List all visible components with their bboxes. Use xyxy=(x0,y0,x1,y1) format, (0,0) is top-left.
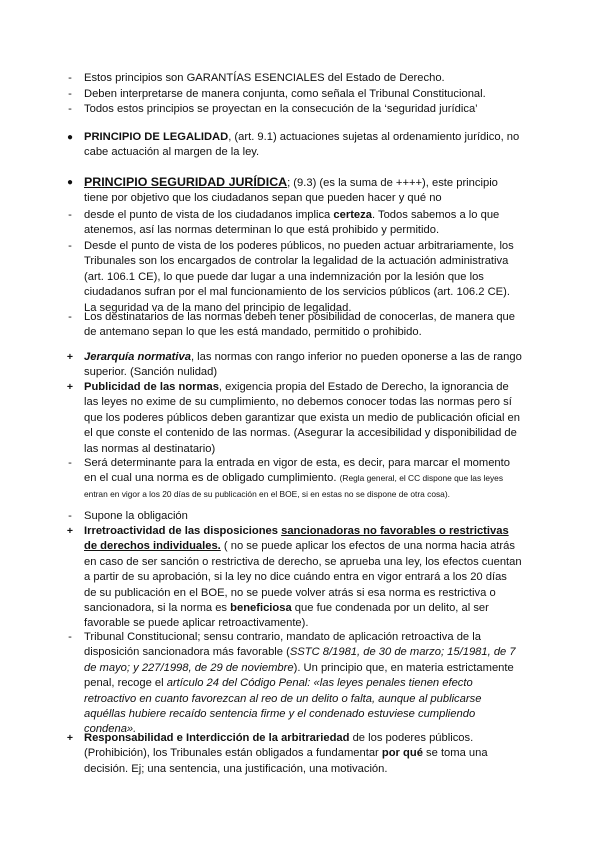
publicidad-detail-1 xyxy=(68,456,522,502)
dash-marker: - xyxy=(68,72,72,84)
seguridad-d2: Desde el punto de vista de los poderes públicos, no pueden actuar arbitrariamente, los Tribunales son los encargados de controlar la legalidad de la actuación administrativa (art. 106.1 CE), lo que puede dar lugar a una indemnización por la lesión que los ciudadanos sufran por el mal funcionamiento de los servicios públicos (art. 106.2 CE). La seguridad va de la mano del principio de legalidad. xyxy=(84,240,514,314)
seguridad-detail-3 xyxy=(68,310,522,341)
dash-marker: - xyxy=(68,209,72,221)
irretro-detail-1 xyxy=(68,630,522,738)
plus-marker: + xyxy=(66,525,74,537)
seguridad-d1-c: . Todos sabemos a lo que atenemos, así las normas determinan lo que está prohibido y permitido. xyxy=(84,209,500,237)
seguridad-d1-a: desde el punto de vista de los ciudadanos implica xyxy=(84,209,334,221)
irretro-d1-a: Tribunal Constitucional; sensu contrario, mandato de aplicación retroactiva de la disposición sancionadora más favorable ( xyxy=(84,631,481,659)
bullet-icon: ● xyxy=(66,132,74,143)
intro-item-3 xyxy=(68,102,522,117)
plus-marker: + xyxy=(66,732,74,744)
jerarquia-item xyxy=(66,350,522,381)
irretro-item xyxy=(66,524,522,632)
plus-marker: + xyxy=(66,351,74,363)
irretro-d1-d: artículo 24 del Código Penal xyxy=(166,677,308,690)
seguridad-detail-2 xyxy=(68,239,522,316)
dash-marker: - xyxy=(68,103,72,115)
irretro-title-underlined: sancionadoras no favorables o restrictivas de derechos individuales. xyxy=(84,525,509,553)
irretro-text-a: ( no se puede aplicar los efectos de una norma hacia atrás en caso de ser sanción o restrictiva de derecho, se aprueba una ley, los efectos cuentan a partir de su aprobación, si la ley no dice cuándo entra en vigor entrará a los 20 días de su publicación en el BOE, no se puede volver atrás si esa norma es restrictiva o sancionadora, si la norma es xyxy=(84,540,522,615)
publicidad-title: Publicidad de las normas xyxy=(84,381,219,393)
dash-marker: - xyxy=(68,311,72,323)
intro-item-2 xyxy=(68,87,522,102)
publicidad-detail-2 xyxy=(68,509,522,524)
publicidad-d1: Será determinante para la entrada en vigor de esta, es decir, para marcar el momento en el cual una norma es de obligado cumplimiento. xyxy=(84,457,510,485)
irretro-text-c: que fue condenada por un delito, al ser favorable se puede aplicar retroactivamente). xyxy=(84,602,489,630)
seguridad-item xyxy=(66,175,522,207)
intro-text-3: Todos estos principios se proyectan en la consecución de la ‘seguridad jurídica’ xyxy=(84,103,478,115)
responsabilidad-text-c: se toma una decisión. Ej; una sentencia, una justificación, una motivación. xyxy=(84,747,488,775)
responsabilidad-text-b: por qué xyxy=(381,747,423,760)
publicidad-note: (Regla general, el CC dispone que las leyes entran en vigor a los 20 días de su publicación en el BOE, si en estas no se dispone de otra cosa). xyxy=(84,473,504,499)
publicidad-d2: Supone la obligación xyxy=(84,510,188,522)
dash-marker: - xyxy=(68,510,72,522)
seguridad-text: (9.3) (es la suma de ++++), este principio tiene por objetivo que los ciudadanos sepan que pueden hacer y qué no xyxy=(84,177,498,205)
irretro-d1-e: : «las leyes penales tienen efecto retroactivo en cuanto favorezcan al reo de un delito o falta, aunque al publicarse aquéllas hubiere recaído sentencia firme y el condenado estuviese cumpliendo condena». xyxy=(84,677,482,736)
legalidad-item xyxy=(66,130,522,161)
irretro-d1-b: SSTC 8/1981, de 30 de marzo; 15/1981, de 7 de mayo; y 227/1998, de 29 de noviembre xyxy=(84,646,516,674)
seguridad-d3: Los destinatarios de las normas deben tener posibilidad de conocerlas, de manera que de antemano sepan lo que les está mandado, permitido o prohibido. xyxy=(84,311,515,339)
dash-marker: - xyxy=(68,88,72,100)
intro-item-1 xyxy=(68,71,522,86)
intro-text-1: Estos principios son GARANTÍAS ESENCIALES del Estado de Derecho. xyxy=(84,72,445,84)
irretro-text-b: beneficiosa xyxy=(230,602,292,615)
dash-marker: - xyxy=(68,457,72,469)
publicidad-item xyxy=(66,380,522,457)
dash-marker: - xyxy=(68,631,72,643)
seguridad-detail-1 xyxy=(68,208,522,239)
seguridad-d1-b: certeza xyxy=(333,209,372,221)
irretro-d1-c: ). Un principio que, en materia estrictamente penal, recoge el xyxy=(84,661,514,690)
jerarquia-title: Jerarquía normativa xyxy=(84,351,191,363)
seguridad-title: PRINCIPIO SEGURIDAD JURÍDICA xyxy=(84,175,288,189)
dash-marker: - xyxy=(68,240,72,252)
jerarquia-text: , las normas con rango inferior no pueden oponerse a las de rango superior. (Sanción nulidad) xyxy=(84,351,522,379)
seguridad-title-sep: ; xyxy=(287,177,291,189)
responsabilidad-title: Responsabilidad e Interdicción de la arbitrariedad xyxy=(84,732,350,744)
intro-text-2: Deben interpretarse de manera conjunta, como señala el Tribunal Constitucional. xyxy=(84,88,486,100)
legalidad-text: , (art. 9.1) actuaciones sujetas al ordenamiento jurídico, no cabe actuación al margen de la ley. xyxy=(84,131,520,159)
publicidad-text: , exigencia propia del Estado de Derecho, la ignorancia de las leyes no exime de su cumplimiento, no debemos conocer todas las normas pero sí que los poderes públicos deben garantizar que exista un medio de publicación oficial en el que conste el contenido de las normas. (Asegurar la accesibilidad y disponibilidad de las normas al destinatario) xyxy=(84,381,520,455)
bullet-icon: ● xyxy=(66,177,74,188)
plus-marker: + xyxy=(66,381,74,393)
responsabilidad-item xyxy=(66,731,522,777)
responsabilidad-text-a: de los poderes públicos. (Prohibición), los Tribunales están obligados a fundamentar xyxy=(84,732,474,760)
irretro-title: Irretroactividad de las disposiciones xyxy=(84,525,282,537)
legalidad-title: PRINCIPIO DE LEGALIDAD xyxy=(84,131,229,143)
